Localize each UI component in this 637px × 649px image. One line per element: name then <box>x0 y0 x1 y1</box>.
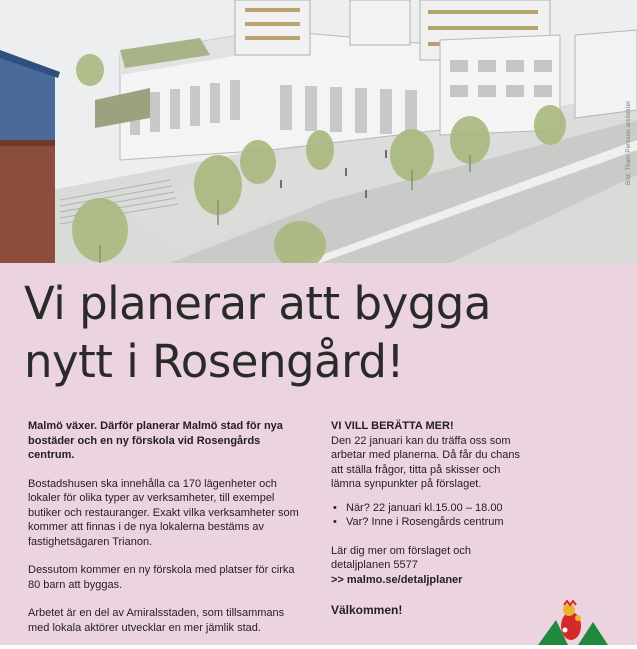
page-title <box>24 275 624 391</box>
more-info-text: Lär dig mer om förslaget och detaljplanen 5577 <box>331 544 472 571</box>
welcome-text: Välkommen! <box>331 603 403 617</box>
event-details-list <box>331 501 531 530</box>
section-heading: VI VILL BERÄTTA MER! <box>331 420 454 432</box>
architectural-rendering <box>0 0 637 263</box>
title-line-1: Vi planerar att bygga <box>24 277 491 330</box>
image-credit: Bild: Tham Persson arkitekter <box>626 100 632 185</box>
list-item: • Var? Inne i Rosengårds centrum <box>331 515 531 530</box>
malmo-coat-of-arms-logo <box>538 600 608 645</box>
paragraph-amiralsstaden: Arbetet är en del av Amiralsstaden, som tillsammans med lokala aktörer utvecklar en mer jämlik stad. <box>28 607 285 634</box>
lead-paragraph: Malmö växer. Därför planerar Malmö stad för nya bostäder och en ny förskola vid Rosengårds centrum. <box>28 420 283 461</box>
title-line-2: nytt i Rosengård! <box>24 335 404 388</box>
list-item: • När? 22 januari kl.15.00 – 18.00 <box>331 501 531 516</box>
paragraph-housing: Bostadshusen ska innehålla ca 170 lägenheter och lokaler för olika typer av verksamheter, till exempel butiker och restauranger. Exakt vilka verksamheter som kommer att finnas i de nya lokalerna bestäms av fastighetsägaren Trianon. <box>28 477 299 548</box>
right-column <box>331 419 531 618</box>
left-column <box>28 419 303 649</box>
rendering-illustration <box>0 0 637 263</box>
detaljplaner-link[interactable]: >> malmo.se/detaljplaner <box>331 573 463 586</box>
paragraph-preschool: Dessutom kommer en ny förskola med platser för cirka 80 barn att byggas. <box>28 564 295 591</box>
intro-paragraph: Den 22 januari kan du träffa oss som arbetar med planerna. Då får du chans att ställa frågor, titta på skisser och lämna synpunkter på förslaget. <box>331 434 520 490</box>
